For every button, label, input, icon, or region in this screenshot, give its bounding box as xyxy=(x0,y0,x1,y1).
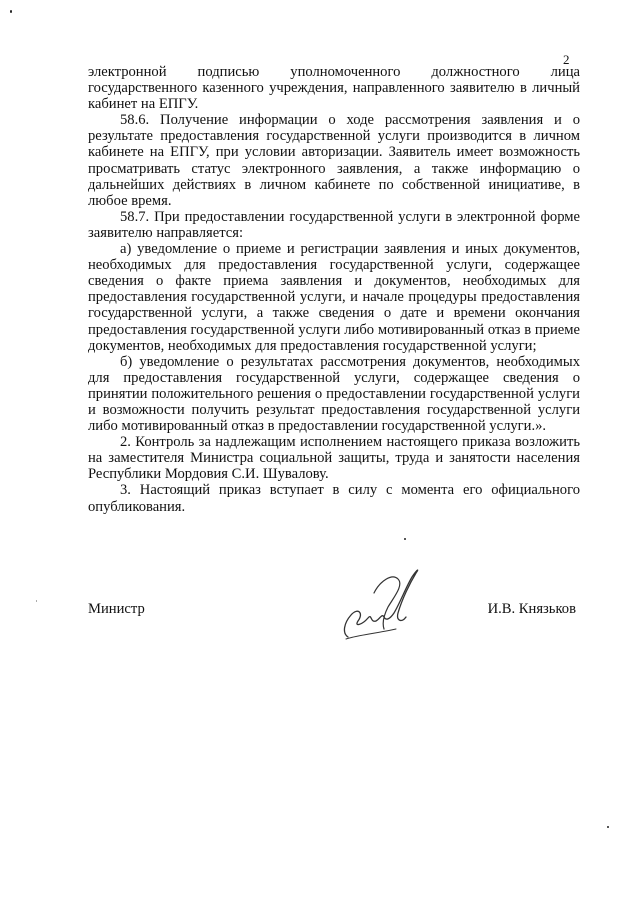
scan-artifact-dot xyxy=(36,600,37,602)
paragraph-58-7: 58.7. При предоставлении государственной услуги в электронной форме заявителю направляется: xyxy=(88,208,580,241)
paragraph-clause-3: 3. Настоящий приказ вступает в силу с момента его официального опубликования. xyxy=(88,482,580,515)
paragraph-58-6: 58.6. Получение информации о ходе рассмотрения заявления и о результате предоставления государственной услуги производится в личном кабинете на ЕПГУ, при условии авторизации. Заявитель имеет возможность просматривать статус электронного заявления, а также информацию о дальнейших действиях в личном кабинете по собственной инициативе, в любое время. xyxy=(88,112,580,209)
signatory-role: Министр xyxy=(88,601,145,617)
paragraph-clause-2: 2. Контроль за надлежащим исполнением настоящего приказа возложить на заместителя Министра социальной защиты, труда и занятости населения Республики Мордовия С.И. Шувалову. xyxy=(88,434,580,483)
paragraph-continuation: электронной подписью уполномоченного должностного лица государственного казенного учреждения, направленного заявителю в личный кабинет на ЕПГУ. xyxy=(88,64,580,113)
scan-artifact-dot xyxy=(404,538,406,540)
signatory-name: И.В. Князьков xyxy=(487,601,576,617)
handwritten-signature xyxy=(318,563,428,643)
scan-artifact-dot xyxy=(607,826,609,828)
page-number: 2 xyxy=(563,52,570,67)
paragraph-item-b: б) уведомление о результатах рассмотрения документов, необходимых для предоставления государственной услуги, содержащее сведения о принятии положительного решения о предоставлении государственной услуги и возможности получить результат предоставления государственной услуги либо мотивированный отказ в предоставлении государственной услуги.». xyxy=(88,353,580,435)
scan-artifact-dot xyxy=(10,10,12,13)
document-body xyxy=(88,64,580,515)
paragraph-item-a: а) уведомление о приеме и регистрации заявления и иных документов, необходимых для предоставления государственной услуги, содержащее сведения о факте приема заявления и документов, необходимых для предоставления государственной услуги, и начале процедуры предоставления государственной услуги, а также сведения о дате и времени окончания предоставления государственной услуги либо мотивированный отказ в приеме документов, необходимых для предоставления государственной услуги; xyxy=(88,241,580,354)
